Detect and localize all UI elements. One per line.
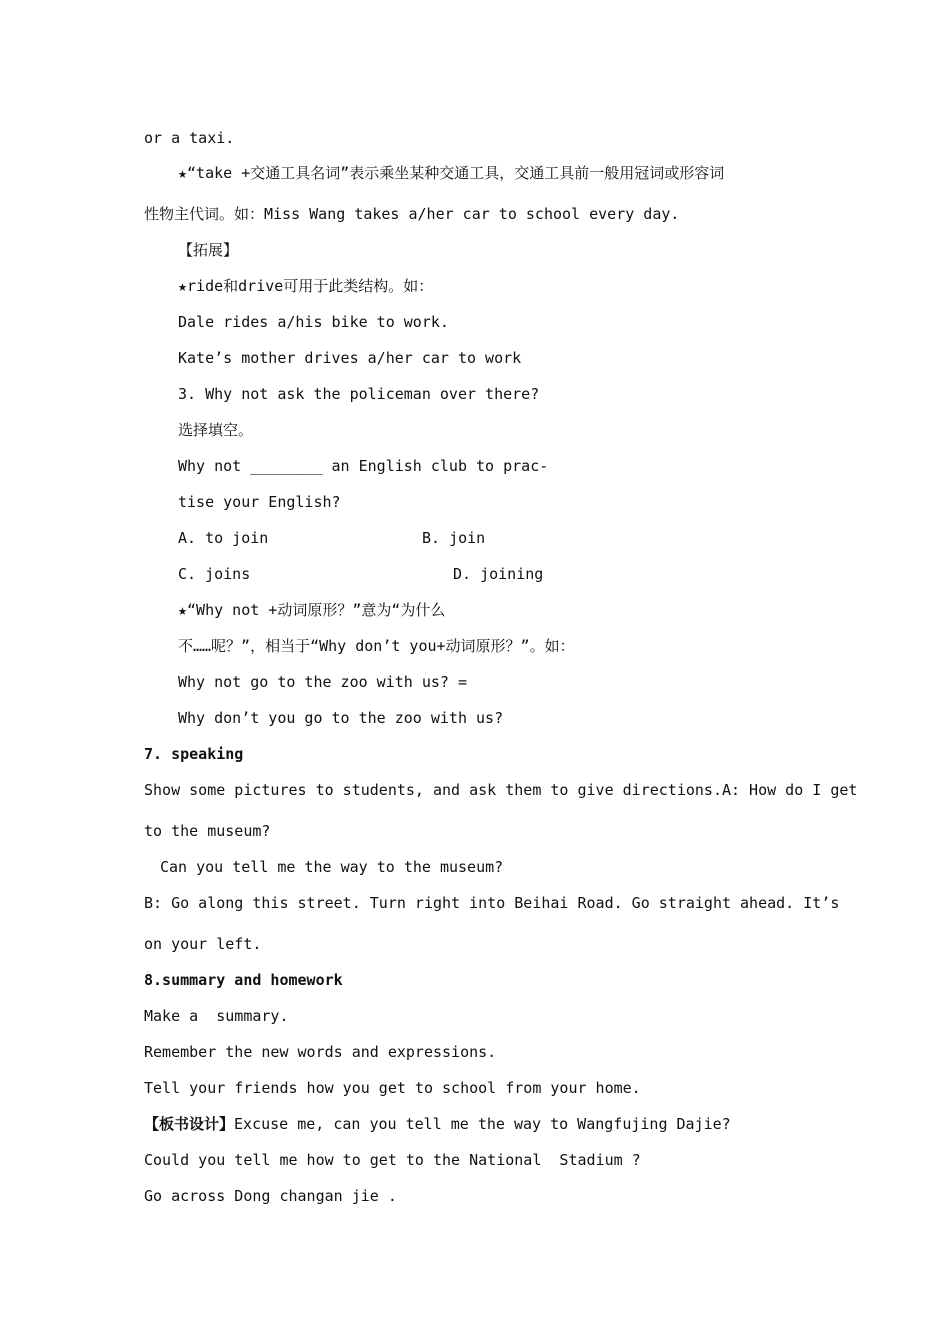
- option-b: B. join: [422, 529, 486, 547]
- example-line: Dale rides a/his bike to work.: [178, 313, 449, 331]
- option-c: C. joins: [178, 565, 251, 583]
- board-design-text: Excuse me, can you tell me the way to Wangfujing Dajie?: [234, 1115, 731, 1133]
- option-a: A. to join: [178, 529, 269, 547]
- text-line: ★“Why not +动词原形？”意为“为什么: [178, 601, 446, 619]
- exercise-question: Why not ________ an English club to prac-: [178, 457, 549, 475]
- text-line: Remember the new words and expressions.: [144, 1043, 497, 1061]
- section-heading: 【拓展】: [178, 241, 239, 259]
- board-design-label: 【板书设计】: [144, 1115, 235, 1133]
- text-line: ★ride和drive可用于此类结构。如：: [178, 277, 434, 295]
- example-line: Why don’t you go to the zoo with us?: [178, 709, 504, 727]
- text-line: Show some pictures to students, and ask them to give directions.A: How do I get: [144, 781, 858, 799]
- text-line: Tell your friends how you get to school from your home.: [144, 1079, 641, 1097]
- text-line: Could you tell me how to get to the National Stadium ?: [144, 1151, 641, 1169]
- example-line: Kate’s mother drives a/her car to work: [178, 349, 522, 367]
- text-line: B: Go along this street. Turn right into Beihai Road. Go straight ahead. It’s: [144, 894, 840, 912]
- exercise-question: tise your English?: [178, 493, 341, 511]
- text-line: on your left.: [144, 935, 262, 953]
- section-heading: 8.summary and homework: [144, 971, 343, 989]
- board-design-line: [144, 1114, 731, 1134]
- example-line: Why not go to the zoo with us? =: [178, 673, 467, 691]
- text-line: 3. Why not ask the policeman over there?: [178, 385, 540, 403]
- text-line: ★“take +交通工具名词”表示乘坐某种交通工具，交通工具前一般用冠词或形容词: [178, 164, 725, 182]
- option-d: D. joining: [453, 565, 544, 583]
- text-line: to the museum?: [144, 822, 271, 840]
- text-line: 性物主代词。如：Miss Wang takes a/her car to school every day.: [144, 205, 680, 223]
- text-line: 选择填空。: [178, 421, 254, 439]
- text-line: Can you tell me the way to the museum?: [160, 858, 504, 876]
- section-heading: 7. speaking: [144, 745, 244, 763]
- text-line: Make a summary.: [144, 1007, 289, 1025]
- text-line: Go across Dong changan jie .: [144, 1187, 397, 1205]
- text-line: 不……呢？”，相当于“Why don’t you+动词原形？”。如：: [178, 637, 575, 655]
- text-line: or a taxi.: [144, 129, 235, 147]
